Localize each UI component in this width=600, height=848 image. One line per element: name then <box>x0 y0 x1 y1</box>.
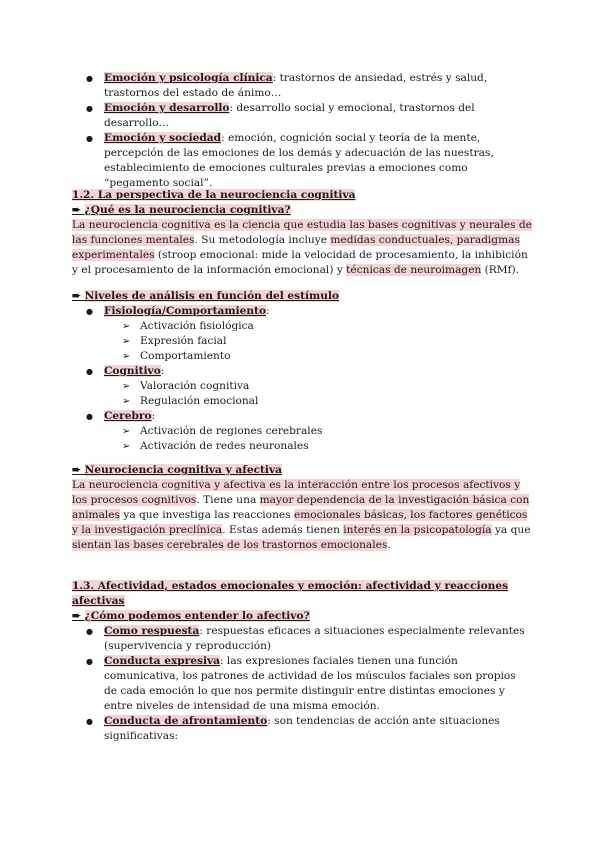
arrow-icon: ➨ <box>72 464 85 476</box>
sub-item: ➢ Expresión facial <box>104 334 532 349</box>
list-item-term: Emoción y desarrollo <box>104 102 230 114</box>
list-item <box>72 101 532 131</box>
top-bullet-list <box>72 71 532 191</box>
levels-block <box>72 289 532 454</box>
sub-item: ➢ Comportamiento <box>104 349 532 364</box>
sub-item: ➢ Activación de regiones cerebrales <box>104 424 532 439</box>
list-item: ● Como respuesta: respuestas eficaces a situaciones especialmente relevantes (supervivencia y reproducción) <box>72 624 532 654</box>
section-question: ➨ ¿Qué es la neurociencia cognitiva? <box>72 204 291 216</box>
list-item-desc: : trastornos de ansiedad, estrés y salud, trastornos del estado de ánimo… <box>104 72 488 99</box>
level-item: ● Cognitivo: ➢ Valoración cognitiva ➢ Regulación emocional <box>72 364 532 409</box>
list-item <box>72 71 532 101</box>
level-item: ● Fisiología/Comportamiento: ➢ Activación fisiológica ➢ Expresión facial ➢ Comportamiento <box>72 304 532 364</box>
levels-title: ➨ Niveles de análisis en función del estímulo <box>72 290 340 302</box>
list-item-desc: : emoción, cognición social y teoría de la mente, percepción de las emociones de los demás y adecuación de las nuestras, establecimiento de emociones culturales previas a emociones como “pegamento social”. <box>104 132 494 189</box>
list-item-term: Emoción y psicología clínica <box>104 72 273 84</box>
section-title: 1.2. La perspectiva de la neurociencia cognitiva <box>72 189 356 201</box>
list-item-desc: : desarrollo social y emocional, trastornos del desarrollo… <box>104 102 475 129</box>
section-question: ➨ ¿Cómo podemos entender lo afectivo? <box>72 610 310 622</box>
sub-item: ➢ Activación fisiológica <box>104 319 532 334</box>
list-item-term: Emoción y sociedad <box>104 132 222 144</box>
list-item: ● Conducta expresiva: las expresiones faciales tienen una función comunicativa, los patrones de actividad de los músculos faciales son propios de cada emoción lo que nos permite distinguir entre distintas emociones y entre niveles de intensidad de una misma emoción. <box>72 654 532 714</box>
section-paragraph: La neurociencia cognitiva es la ciencia que estudia las bases cognitivas y neurales de las funciones mentales. Su metodología incluye medidas conductuales, paradigmas experimentales (stroop emocional: mide la velocidad de procesamiento, la inhibición y el procesamiento de la información emocional) y técnicas de neuroimagen (RMf). <box>72 219 532 276</box>
sub-item: ➢ Activación de redes neuronales <box>104 439 532 454</box>
list-item: ● Conducta de afrontamiento: son tendencias de acción ante situaciones significativas: <box>72 714 532 744</box>
arrow-icon: ➨ <box>72 610 85 622</box>
affective-title: ➨ Neurociencia cognitiva y afectiva <box>72 464 282 476</box>
section-1-2 <box>72 188 532 278</box>
affective-paragraph: La neurociencia cognitiva y afectiva es la interacción entre los procesos afectivos y los procesos cognitivos. Tiene una mayor dependencia de la investigación básica con animales ya que investiga las reacciones emocionales básicas, los factores genéticos y la investigación preclínica. Estas además tienen interés en la psicopatología ya que sientan las bases cerebrales de los trastornos emocionales. <box>72 479 531 551</box>
affective-block <box>72 463 532 553</box>
section-title: 1.3. Afectividad, estados emocionales y emoción: afectividad y reacciones afectivas <box>72 580 509 607</box>
section-1-3 <box>72 579 532 744</box>
sub-item: ➢ Regulación emocional <box>104 394 532 409</box>
arrow-icon: ➨ <box>72 204 85 216</box>
list-item <box>72 131 532 191</box>
level-item: ● Cerebro: ➢ Activación de regiones cerebrales ➢ Activación de redes neuronales <box>72 409 532 454</box>
sub-item: ➢ Valoración cognitiva <box>104 379 532 394</box>
arrow-icon: ➨ <box>72 290 85 302</box>
